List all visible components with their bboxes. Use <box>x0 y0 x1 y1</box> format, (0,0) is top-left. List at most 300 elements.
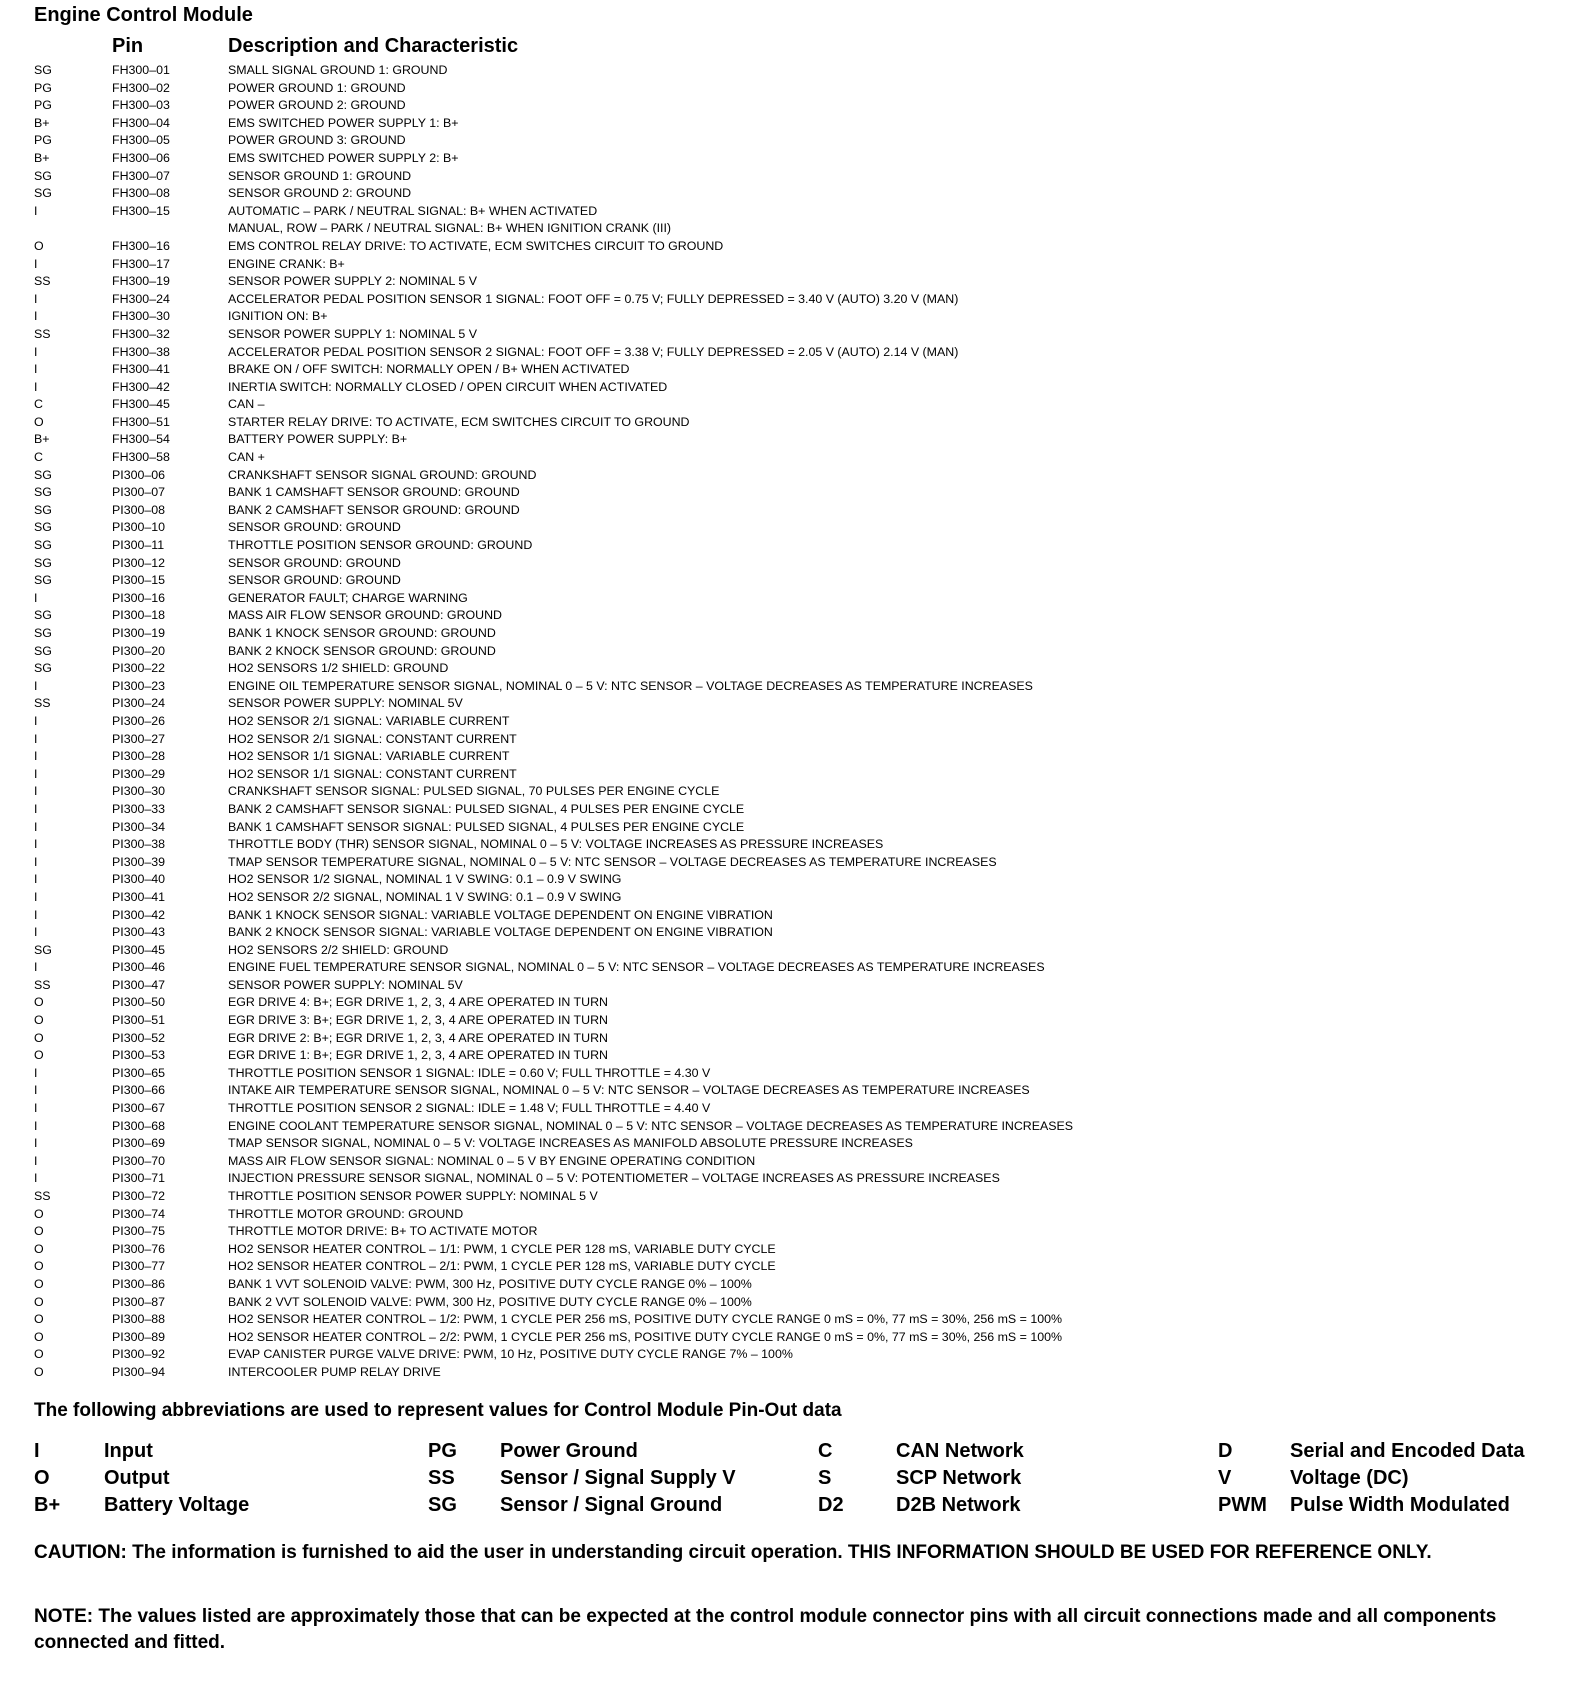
pin-description: ENGINE COOLANT TEMPERATURE SENSOR SIGNAL, NOMINAL 0 – 5 V: NTC SENSOR – VOLTAGE DECREASES AS TEMPERATURE INCREASES <box>228 1118 1074 1133</box>
table-row <box>0 168 1584 186</box>
pin-id: FH300–32 <box>112 326 170 341</box>
table-row <box>0 977 1584 995</box>
table-row <box>0 660 1584 678</box>
pin-id: PI300–07 <box>112 485 166 500</box>
pin-description: THROTTLE POSITION SENSOR POWER SUPPLY: NOMINAL 5 V <box>228 1189 598 1203</box>
pin-id: PI300–08 <box>112 502 166 517</box>
legend-label: Sensor / Signal Supply V <box>500 1467 736 1489</box>
pin-type: I <box>34 344 38 359</box>
pin-id: PI300–40 <box>112 872 166 887</box>
table-row <box>0 801 1584 819</box>
pin-description: HO2 SENSORS 1/2 SHIELD: GROUND <box>228 661 449 676</box>
pin-id: PI300–19 <box>112 626 166 640</box>
pin-id: PI300–27 <box>112 731 166 746</box>
table-row <box>0 1170 1584 1188</box>
pin-type: SG <box>34 942 52 957</box>
pin-description: HO2 SENSOR HEATER CONTROL – 1/2: PWM, 1 CYCLE PER 256 mS, POSITIVE DUTY CYCLE RANGE 0 mS = 0%, 77 mS = 30%, 256 mS = 100% <box>228 1312 1063 1327</box>
pin-id: PI300–45 <box>112 942 166 957</box>
pin-id: FH300–15 <box>112 203 170 218</box>
pin-description: HO2 SENSOR 2/1 SIGNAL: VARIABLE CURRENT <box>228 713 510 728</box>
pin-description: EMS SWITCHED POWER SUPPLY 1: B+ <box>228 115 459 130</box>
pin-description: SENSOR POWER SUPPLY: NOMINAL 5V <box>228 977 463 992</box>
legend-abbreviation: PG <box>428 1440 457 1462</box>
table-row <box>0 132 1584 150</box>
pin-id: FH300–45 <box>112 397 170 412</box>
pin-description: HO2 SENSORS 2/2 SHIELD: GROUND <box>228 942 449 957</box>
table-row <box>0 678 1584 696</box>
pin-type: SG <box>34 608 52 623</box>
pin-id: PI300–88 <box>112 1312 166 1327</box>
pin-description: INTAKE AIR TEMPERATURE SENSOR SIGNAL, NOMINAL 0 – 5 V: NTC SENSOR – VOLTAGE DECREASES AS TEMPERATURE INCREASES <box>228 1083 1030 1098</box>
pin-description: HO2 SENSOR 1/2 SIGNAL, NOMINAL 1 V SWING: 0.1 – 0.9 V SWING <box>228 872 622 887</box>
table-row <box>0 1346 1584 1364</box>
pin-type: I <box>34 731 38 746</box>
pin-id: PI300–11 <box>112 538 165 553</box>
pin-type: I <box>34 678 38 693</box>
legend-label: Pulse Width Modulated <box>1290 1494 1510 1516</box>
pin-description: HO2 SENSOR HEATER CONTROL – 1/1: PWM, 1 CYCLE PER 128 mS, VARIABLE DUTY CYCLE <box>228 1241 776 1256</box>
pin-type: I <box>34 801 38 816</box>
table-row <box>0 889 1584 907</box>
table-row <box>0 467 1584 485</box>
pin-id: PI300–30 <box>112 784 166 799</box>
pin-type: I <box>34 766 38 781</box>
pin-id: PI300–72 <box>112 1189 166 1203</box>
pin-description: THROTTLE POSITION SENSOR 2 SIGNAL: IDLE = 1.48 V; FULL THROTTLE = 4.40 V <box>228 1101 711 1116</box>
pin-id: PI300–76 <box>112 1241 166 1256</box>
table-row <box>0 273 1584 291</box>
table-row <box>0 62 1584 80</box>
legend-abbreviation: S <box>818 1467 832 1489</box>
table-row <box>0 1082 1584 1100</box>
pin-id: PI300–23 <box>112 678 166 693</box>
description-column-header: Description and Characteristic <box>228 35 519 57</box>
legend-abbreviation: D2 <box>818 1494 844 1516</box>
pin-description: EGR DRIVE 3: B+; EGR DRIVE 1, 2, 3, 4 ARE OPERATED IN TURN <box>228 1013 608 1028</box>
table-row <box>0 396 1584 414</box>
pin-type: I <box>34 872 38 887</box>
pin-description: EMS CONTROL RELAY DRIVE: TO ACTIVATE, ECM SWITCHES CIRCUIT TO GROUND <box>228 238 724 253</box>
legend-abbreviation: V <box>1218 1467 1232 1489</box>
pin-type: SG <box>34 661 52 676</box>
pin-description: POWER GROUND 1: GROUND <box>228 80 406 95</box>
pin-type: I <box>34 1136 38 1151</box>
pin-type: O <box>34 1013 44 1028</box>
pin-description: ENGINE OIL TEMPERATURE SENSOR SIGNAL, NOMINAL 0 – 5 V: NTC SENSOR – VOLTAGE DECREASES AS TEMPERATURE INCREASES <box>228 678 1033 693</box>
pin-type: O <box>34 1347 44 1362</box>
pin-description: SENSOR GROUND: GROUND <box>228 573 401 588</box>
pin-id: PI300–52 <box>112 1030 166 1045</box>
pin-description: POWER GROUND 3: GROUND <box>228 133 406 148</box>
table-row <box>0 854 1584 872</box>
pin-id: PI300–33 <box>112 801 166 816</box>
pin-description: BANK 2 CAMSHAFT SENSOR GROUND: GROUND <box>228 502 520 517</box>
table-row <box>0 185 1584 203</box>
legend-abbreviation: PWM <box>1218 1494 1267 1516</box>
table-row <box>0 625 1584 643</box>
pin-type: SS <box>34 326 51 341</box>
pin-type: O <box>34 1294 44 1309</box>
pin-id: PI300–46 <box>112 960 166 975</box>
pin-type: PG <box>34 80 52 95</box>
table-row <box>0 379 1584 397</box>
pin-description: HO2 SENSOR 1/1 SIGNAL: VARIABLE CURRENT <box>228 749 510 764</box>
note-text: NOTE: The values listed are approximately those that can be expected at the control module connector pins with all circuit connections made and all components connected and fitted. <box>34 1606 1497 1653</box>
table-row <box>0 1206 1584 1224</box>
table-row <box>0 1100 1584 1118</box>
table-row <box>0 97 1584 115</box>
table-row <box>0 431 1584 449</box>
legend-abbreviation: B+ <box>34 1494 61 1516</box>
pin-type: SS <box>34 696 51 711</box>
pin-type: I <box>34 1101 38 1116</box>
table-row <box>0 713 1584 731</box>
page-title: Engine Control Module <box>34 4 253 26</box>
pin-type: I <box>34 854 38 869</box>
pin-type: I <box>34 819 38 834</box>
pin-description: SENSOR GROUND 2: GROUND <box>228 186 412 201</box>
table-row <box>0 555 1584 573</box>
pin-description: BANK 1 KNOCK SENSOR SIGNAL: VARIABLE VOLTAGE DEPENDENT ON ENGINE VIBRATION <box>228 907 773 922</box>
pin-description: SMALL SIGNAL GROUND 1: GROUND <box>228 63 448 77</box>
pin-type: SS <box>34 274 51 289</box>
table-row <box>0 1012 1584 1030</box>
pin-type: SG <box>34 555 52 570</box>
pin-id: PI300–24 <box>112 696 166 711</box>
pin-type: I <box>34 960 38 975</box>
legend-label: D2B Network <box>896 1494 1021 1516</box>
pin-type: O <box>34 1224 44 1239</box>
pin-description: THROTTLE MOTOR DRIVE: B+ TO ACTIVATE MOTOR <box>228 1224 538 1239</box>
pin-description: SENSOR POWER SUPPLY 2: NOMINAL 5 V <box>228 274 478 289</box>
table-row <box>0 308 1584 326</box>
table-row <box>0 1030 1584 1048</box>
legend-label: CAN Network <box>896 1440 1024 1462</box>
pin-type: O <box>34 1206 44 1221</box>
legend-abbreviation: SG <box>428 1494 457 1516</box>
table-row <box>0 502 1584 520</box>
table-row <box>0 1364 1584 1382</box>
pin-type: I <box>34 1065 38 1080</box>
pin-description: AUTOMATIC – PARK / NEUTRAL SIGNAL: B+ WHEN ACTIVATED <box>228 203 598 218</box>
pin-type: SG <box>34 467 52 482</box>
pin-id: FH300–08 <box>112 186 170 201</box>
legend-label: SCP Network <box>896 1467 1022 1489</box>
table-row <box>0 1276 1584 1294</box>
table-row <box>0 203 1584 221</box>
table-row <box>0 924 1584 942</box>
pin-description: EGR DRIVE 1: B+; EGR DRIVE 1, 2, 3, 4 ARE OPERATED IN TURN <box>228 1048 608 1063</box>
pin-description: HO2 SENSOR 2/1 SIGNAL: CONSTANT CURRENT <box>228 731 517 746</box>
pin-description: MASS AIR FLOW SENSOR GROUND: GROUND <box>228 608 502 623</box>
pin-id: PI300–50 <box>112 995 166 1010</box>
pin-id: PI300–69 <box>112 1136 166 1151</box>
table-row <box>0 1294 1584 1312</box>
legend-abbreviation: C <box>818 1440 833 1462</box>
legend-abbreviation: D <box>1218 1440 1233 1462</box>
pin-description: ENGINE CRANK: B+ <box>228 256 345 271</box>
legend-label: Voltage (DC) <box>1290 1467 1409 1489</box>
table-row <box>0 80 1584 98</box>
pin-table <box>0 62 1584 1382</box>
table-row <box>0 238 1584 256</box>
table-row <box>0 449 1584 467</box>
pin-type: SG <box>34 626 52 640</box>
pin-id: PI300–34 <box>112 819 166 834</box>
pin-description: TMAP SENSOR TEMPERATURE SIGNAL, NOMINAL 0 – 5 V: NTC SENSOR – VOLTAGE DECREASES AS TEMPERATURE INCREASES <box>228 854 997 869</box>
pin-id: PI300–28 <box>112 749 166 764</box>
pin-type: I <box>34 1171 38 1186</box>
pin-id: FH300–24 <box>112 291 170 306</box>
pin-type: PG <box>34 133 52 148</box>
pin-id: PI300–22 <box>112 661 166 676</box>
pin-type: SG <box>34 485 52 500</box>
table-row <box>0 291 1584 309</box>
pin-id: FH300–04 <box>112 115 170 130</box>
pin-type: B+ <box>34 115 50 130</box>
table-row <box>0 344 1584 362</box>
legend-label: Serial and Encoded Data <box>1290 1440 1525 1462</box>
pin-description: ACCELERATOR PEDAL POSITION SENSOR 1 SIGNAL: FOOT OFF = 0.75 V; FULLY DEPRESSED = 3.40 V (AUTO) 3.20 V (MAN) <box>228 291 959 306</box>
pin-id: FH300–42 <box>112 379 170 394</box>
pin-id: PI300–94 <box>112 1364 166 1379</box>
pin-description: INTERCOOLER PUMP RELAY DRIVE <box>228 1364 441 1379</box>
pin-description: ENGINE FUEL TEMPERATURE SENSOR SIGNAL, NOMINAL 0 – 5 V: NTC SENSOR – VOLTAGE DECREASES AS TEMPERATURE INCREASES <box>228 960 1045 975</box>
pin-id: FH300–51 <box>112 414 170 429</box>
pin-type: O <box>34 1276 44 1291</box>
table-row <box>0 484 1584 502</box>
pin-id: PI300–92 <box>112 1347 166 1362</box>
pin-type: C <box>34 450 43 465</box>
pin-type: SG <box>34 63 52 77</box>
pin-type: I <box>34 889 38 904</box>
table-row <box>0 1153 1584 1171</box>
pin-type: I <box>34 379 38 394</box>
table-row <box>0 607 1584 625</box>
pin-description: TMAP SENSOR SIGNAL, NOMINAL 0 – 5 V: VOLTAGE INCREASES AS MANIFOLD ABSOLUTE PRESSURE INCREASES <box>228 1136 913 1151</box>
pin-description: MANUAL, ROW – PARK / NEUTRAL SIGNAL: B+ WHEN IGNITION CRANK (III) <box>228 221 672 236</box>
table-row <box>0 907 1584 925</box>
pin-type: B+ <box>34 432 50 447</box>
pin-description: CAN + <box>228 450 265 465</box>
pin-id: PI300–38 <box>112 837 166 852</box>
pin-description: THROTTLE MOTOR GROUND: GROUND <box>228 1206 464 1221</box>
pin-type: I <box>34 1083 38 1098</box>
table-row <box>0 414 1584 432</box>
table-row <box>0 1311 1584 1329</box>
pin-type: I <box>34 291 38 306</box>
pin-id: FH300–07 <box>112 168 170 183</box>
table-row <box>0 361 1584 379</box>
pin-description: THROTTLE POSITION SENSOR 1 SIGNAL: IDLE = 0.60 V; FULL THROTTLE = 4.30 V <box>228 1065 711 1080</box>
pin-description: SENSOR GROUND 1: GROUND <box>228 168 412 183</box>
legend-abbreviation: O <box>34 1467 50 1489</box>
pin-type: SS <box>34 1189 51 1203</box>
pin-description: POWER GROUND 2: GROUND <box>228 98 406 113</box>
pin-description: CRANKSHAFT SENSOR SIGNAL: PULSED SIGNAL, 70 PULSES PER ENGINE CYCLE <box>228 784 720 799</box>
caution-text: CAUTION: The information is furnished to aid the user in understanding circuit operation. THIS INFORMATION SHOULD BE USED FOR REFERENCE ONLY. <box>34 1542 1432 1563</box>
abbreviation-legend <box>0 1438 1584 1522</box>
pin-id: FH300–58 <box>112 450 170 465</box>
pin-type: O <box>34 1259 44 1274</box>
pin-description: BANK 2 VVT SOLENOID VALVE: PWM, 300 Hz, POSITIVE DUTY CYCLE RANGE 0% – 100% <box>228 1294 752 1309</box>
table-row <box>0 1135 1584 1153</box>
table-row <box>0 1241 1584 1259</box>
legend-label: Input <box>104 1440 153 1462</box>
table-row <box>0 1118 1584 1136</box>
pin-description: HO2 SENSOR 2/2 SIGNAL, NOMINAL 1 V SWING: 0.1 – 0.9 V SWING <box>228 889 622 904</box>
pin-description: CRANKSHAFT SENSOR SIGNAL GROUND: GROUND <box>228 467 537 482</box>
pin-type: SG <box>34 538 52 553</box>
table-row <box>0 731 1584 749</box>
pin-description: HO2 SENSOR HEATER CONTROL – 2/2: PWM, 1 CYCLE PER 256 mS, POSITIVE DUTY CYCLE RANGE 0 mS = 0%, 77 mS = 30%, 256 mS = 100% <box>228 1329 1063 1344</box>
pin-type: I <box>34 837 38 852</box>
table-row <box>0 766 1584 784</box>
pin-type: I <box>34 925 38 940</box>
pin-id: PI300–70 <box>112 1153 166 1168</box>
pin-type: C <box>34 397 43 412</box>
pin-id: PI300–53 <box>112 1048 166 1063</box>
pin-id: PI300–16 <box>112 590 166 605</box>
table-row <box>0 326 1584 344</box>
pin-description: BANK 1 CAMSHAFT SENSOR SIGNAL: PULSED SIGNAL, 4 PULSES PER ENGINE CYCLE <box>228 819 745 834</box>
pin-description: SENSOR GROUND: GROUND <box>228 520 401 535</box>
pin-type: O <box>34 995 44 1010</box>
pin-id: FH300–05 <box>112 133 170 148</box>
pin-id: PI300–10 <box>112 520 166 535</box>
pin-id: PI300–71 <box>112 1171 166 1186</box>
pin-type: O <box>34 414 44 429</box>
pin-type: I <box>34 784 38 799</box>
pin-description: BANK 2 KNOCK SENSOR GROUND: GROUND <box>228 643 496 658</box>
pin-id: PI300–51 <box>112 1013 166 1028</box>
table-row <box>0 150 1584 168</box>
table-row <box>0 1188 1584 1206</box>
pin-description: BANK 1 CAMSHAFT SENSOR GROUND: GROUND <box>228 485 520 500</box>
pin-type: O <box>34 1048 44 1063</box>
pin-type: I <box>34 713 38 728</box>
pin-id: PI300–42 <box>112 907 166 922</box>
pin-type: I <box>34 590 38 605</box>
pin-id: PI300–77 <box>112 1259 166 1274</box>
pin-id: PI300–18 <box>112 608 166 623</box>
pin-id: PI300–65 <box>112 1065 166 1080</box>
pin-id: PI300–29 <box>112 766 166 781</box>
pin-id: PI300–12 <box>112 555 166 570</box>
pin-type: SG <box>34 643 52 658</box>
pin-type: I <box>34 256 38 271</box>
pin-type: B+ <box>34 150 50 165</box>
pin-description: CAN – <box>228 397 265 412</box>
pin-type: O <box>34 238 44 253</box>
pin-type: SG <box>34 573 52 588</box>
pin-id: PI300–68 <box>112 1118 166 1133</box>
pin-id: PI300–20 <box>112 643 166 658</box>
table-row <box>0 871 1584 889</box>
pin-id: PI300–06 <box>112 467 166 482</box>
pin-description: INJECTION PRESSURE SENSOR SIGNAL, NOMINAL 0 – 5 V: POTENTIOMETER – VOLTAGE INCREASES AS PRESSURE INCREASES <box>228 1171 1000 1186</box>
pin-id: FH300–19 <box>112 274 170 289</box>
pin-description: SENSOR POWER SUPPLY: NOMINAL 5V <box>228 696 463 711</box>
pin-type: I <box>34 1118 38 1133</box>
pin-id: PI300–86 <box>112 1276 166 1291</box>
pin-description: BANK 1 KNOCK SENSOR GROUND: GROUND <box>228 626 496 640</box>
table-row <box>0 748 1584 766</box>
pin-id: PI300–89 <box>112 1329 166 1344</box>
legend-abbreviation: SS <box>428 1467 455 1489</box>
pin-id: FH300–06 <box>112 150 170 165</box>
pin-description: INERTIA SWITCH: NORMALLY CLOSED / OPEN CIRCUIT WHEN ACTIVATED <box>228 379 668 394</box>
pin-id: FH300–02 <box>112 80 170 95</box>
table-row <box>0 1258 1584 1276</box>
pin-type: O <box>34 1241 44 1256</box>
legend-title: The following abbreviations are used to represent values for Control Module Pin-Out data <box>34 1400 842 1421</box>
table-row <box>0 1329 1584 1347</box>
pin-type: SS <box>34 977 51 992</box>
pin-description: BANK 1 VVT SOLENOID VALVE: PWM, 300 Hz, POSITIVE DUTY CYCLE RANGE 0% – 100% <box>228 1276 752 1291</box>
pin-id: PI300–15 <box>112 573 166 588</box>
table-row <box>0 942 1584 960</box>
pin-type: I <box>34 749 38 764</box>
pin-description: ACCELERATOR PEDAL POSITION SENSOR 2 SIGNAL: FOOT OFF = 3.38 V; FULLY DEPRESSED = 2.05 V (AUTO) 2.14 V (MAN) <box>228 344 959 359</box>
pin-id: PI300–74 <box>112 1206 166 1221</box>
pin-type: O <box>34 1312 44 1327</box>
table-row <box>0 590 1584 608</box>
table-row <box>0 783 1584 801</box>
pin-description: MASS AIR FLOW SENSOR SIGNAL: NOMINAL 0 – 5 V BY ENGINE OPERATING CONDITION <box>228 1153 756 1168</box>
table-row <box>0 537 1584 555</box>
pin-column-header: Pin <box>112 35 144 57</box>
pin-description: BANK 2 CAMSHAFT SENSOR SIGNAL: PULSED SIGNAL, 4 PULSES PER ENGINE CYCLE <box>228 801 745 816</box>
pin-description: SENSOR GROUND: GROUND <box>228 555 401 570</box>
table-row <box>0 220 1584 238</box>
table-row <box>0 115 1584 133</box>
pin-description: HO2 SENSOR 1/1 SIGNAL: CONSTANT CURRENT <box>228 766 517 781</box>
pin-id: FH300–03 <box>112 98 170 113</box>
pin-description: IGNITION ON: B+ <box>228 309 328 324</box>
pin-type: I <box>34 1153 38 1168</box>
table-row <box>0 572 1584 590</box>
legend-label: Power Ground <box>500 1440 638 1462</box>
pin-id: PI300–47 <box>112 977 166 992</box>
table-header <box>0 32 1584 60</box>
table-row <box>0 1065 1584 1083</box>
table-row <box>0 695 1584 713</box>
pin-type: I <box>34 907 38 922</box>
pin-type: I <box>34 362 38 377</box>
pin-description: BRAKE ON / OFF SWITCH: NORMALLY OPEN / B+ WHEN ACTIVATED <box>228 362 630 377</box>
pin-id: PI300–43 <box>112 925 166 940</box>
legend-label: Output <box>104 1467 170 1489</box>
pin-description: EGR DRIVE 4: B+; EGR DRIVE 1, 2, 3, 4 ARE OPERATED IN TURN <box>228 995 608 1010</box>
table-row <box>0 1223 1584 1241</box>
pin-id: FH300–01 <box>112 63 170 77</box>
pin-id: FH300–16 <box>112 238 170 253</box>
pin-description: EMS SWITCHED POWER SUPPLY 2: B+ <box>228 150 459 165</box>
pin-id: PI300–66 <box>112 1083 166 1098</box>
pin-id: FH300–38 <box>112 344 170 359</box>
pin-id: FH300–17 <box>112 256 170 271</box>
table-row <box>0 959 1584 977</box>
pin-description: THROTTLE BODY (THR) SENSOR SIGNAL, NOMINAL 0 – 5 V: VOLTAGE INCREASES AS PRESSURE INCREASES <box>228 837 884 852</box>
pin-description: BATTERY POWER SUPPLY: B+ <box>228 432 408 447</box>
table-row <box>0 256 1584 274</box>
pin-description: STARTER RELAY DRIVE: TO ACTIVATE, ECM SWITCHES CIRCUIT TO GROUND <box>228 414 690 429</box>
pin-type: O <box>34 1329 44 1344</box>
table-row <box>0 836 1584 854</box>
pin-id: PI300–75 <box>112 1224 166 1239</box>
pin-description: THROTTLE POSITION SENSOR GROUND: GROUND <box>228 538 533 553</box>
